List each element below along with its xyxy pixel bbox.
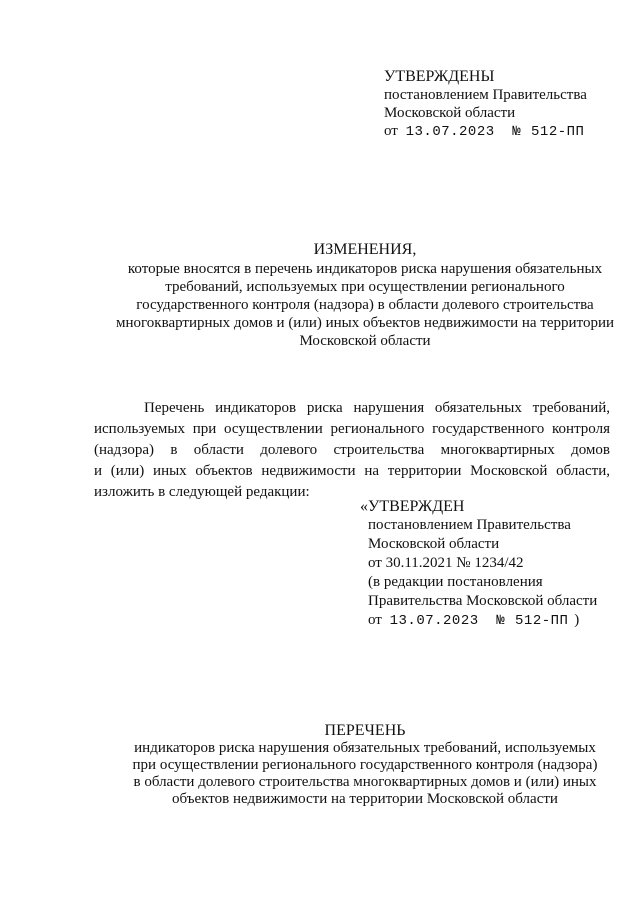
list-line: при осуществлении регионального государственного контроля (надзора) [132, 757, 598, 773]
approval-number: 512-ПП [531, 124, 585, 140]
approval-date-line [384, 122, 587, 141]
changes-line: многоквартирных домов и (или) иных объектов недвижимости на территории [116, 315, 614, 331]
closing-paren: ) [574, 612, 580, 628]
changes-line: государственного контроля (надзора) в области долевого строительства [136, 297, 594, 313]
list-heading-block [90, 722, 640, 808]
paragraph-line: и (или) иных объектов недвижимости на территории Московской области, [94, 463, 610, 479]
approval-date: 13.07.2023 [405, 124, 495, 140]
changes-line: Московской области [299, 333, 431, 349]
approval2-block [360, 497, 597, 631]
paragraph-line: используемых при осуществлении регионального государственного контроля [94, 421, 610, 437]
number-sign: № [496, 613, 506, 629]
changes-line: которые вносятся в перечень индикаторов риска нарушения обязательных [127, 261, 603, 277]
approval2-line: постановлением Правительства [368, 517, 571, 533]
changes-title: ИЗМЕНЕНИЯ, [313, 241, 417, 258]
approval2-line: (в редакции постановления [368, 574, 543, 590]
paragraph-line: изложить в следующей редакции: [94, 484, 310, 500]
list-line: объектов недвижимости на территории Московской области [172, 791, 558, 807]
date-prefix: от [384, 123, 398, 139]
approval2-line: от 30.11.2021 № 1234/42 [368, 555, 524, 571]
approval-line: постановлением Правительства [384, 87, 587, 103]
approval2-line: Правительства Московской области [368, 593, 598, 609]
changes-heading-block [90, 241, 640, 350]
list-line: в области долевого строительства многоквартирных домов и (или) иных [133, 774, 597, 790]
approval2-heading: «УТВЕРЖДЕН [360, 498, 465, 515]
approval2-date: 13.07.2023 [389, 613, 479, 629]
approval-line: Московской области [384, 105, 516, 121]
approval-block [384, 68, 587, 141]
list-line: индикаторов риска нарушения обязательных требований, используемых [134, 740, 596, 756]
approval2-line: Московской области [368, 536, 500, 552]
body-paragraph [94, 398, 610, 503]
date-prefix: от [368, 612, 382, 628]
changes-line: требований, используемых при осуществлении регионального [165, 279, 565, 295]
approval2-date-line [360, 611, 597, 631]
approval-heading: УТВЕРЖДЕНЫ [384, 68, 495, 85]
paragraph-line: (надзора) в области долевого строительства многоквартирных домов [94, 442, 610, 458]
paragraph-line: Перечень индикаторов риска нарушения обязательных требований, [144, 400, 610, 416]
list-title: ПЕРЕЧЕНЬ [324, 722, 406, 739]
approval2-number: 512-ПП [515, 613, 569, 629]
number-sign: № [512, 124, 522, 140]
